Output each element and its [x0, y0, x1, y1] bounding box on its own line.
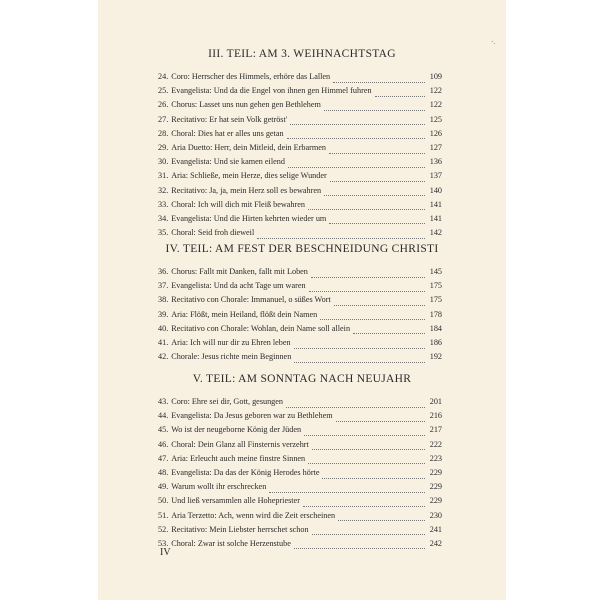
- entry-page-number: 216: [429, 411, 442, 421]
- toc-entry: [158, 127, 442, 141]
- entry-page-number: 201: [429, 397, 442, 406]
- entry-title: Recitativo: Ja, ja, mein Herz soll es bewahren: [171, 185, 322, 195]
- dot-leader: [312, 441, 425, 450]
- entry-page-number: 184: [429, 323, 442, 333]
- entry-number: 49.: [158, 482, 169, 492]
- toc-entry: [158, 212, 442, 226]
- entry-title: Evangelista: Da Jesus geboren war zu Bethlehem: [171, 411, 333, 421]
- entry-list: [158, 265, 442, 364]
- entry-title: Evangelista: Da das der König Herodes hörte: [171, 467, 320, 477]
- entry-number: 51.: [158, 510, 169, 520]
- toc-entry: [158, 265, 442, 279]
- toc-entry: [158, 279, 442, 293]
- toc-entry: [158, 155, 442, 169]
- toc-entry: [158, 523, 442, 537]
- entry-page-number: 122: [429, 86, 442, 96]
- entry-number: 38.: [158, 295, 169, 305]
- entry-list: [158, 395, 442, 551]
- entry-title: Und ließ versammlen alle Hohepriester: [171, 496, 300, 506]
- section-title: V. TEIL: AM SONNTAG NACH NEUJAHR: [192, 373, 412, 385]
- entry-number: 40.: [158, 323, 169, 333]
- entry-number: 28.: [158, 128, 169, 138]
- entry-page-number: 229: [429, 496, 442, 506]
- entry-page-number: 223: [429, 453, 442, 463]
- entry-page-number: 230: [429, 510, 442, 520]
- entry-page-number: 136: [429, 157, 442, 167]
- entry-list: [158, 70, 442, 240]
- entry-page-number: 241: [429, 524, 442, 534]
- entry-title: Choral: Dein Glanz all Finsternis verzehrt: [171, 439, 309, 449]
- entry-title: Evangelista: Und die Hirten kehrten wieder um: [171, 213, 327, 223]
- entry-title: Aria: Flößt, mein Heiland, flößt dein Namen: [171, 309, 318, 319]
- section-title: III. TEIL: AM 3. WEIHNACHTSTAG: [208, 48, 396, 60]
- toc-entry: [158, 84, 442, 98]
- entry-number: 46.: [158, 439, 169, 449]
- entry-page-number: 217: [429, 425, 442, 435]
- entry-title: Choral: Ich will dich mit Fleiß bewahren: [171, 199, 305, 209]
- entry-title: Evangelista: Und da acht Tage um waren: [171, 281, 306, 291]
- dot-leader: [324, 187, 425, 196]
- entry-title: Chorus: Lasset uns nun gehen gen Bethlehem: [171, 100, 321, 110]
- entry-number: 32.: [158, 185, 169, 195]
- toc-entry: [158, 438, 442, 452]
- dot-leader: [294, 340, 425, 349]
- book-page: [98, 0, 506, 600]
- entry-page-number: 242: [429, 538, 442, 548]
- entry-page-number: 222: [429, 439, 442, 449]
- entry-number: 24.: [158, 72, 169, 81]
- entry-title: Evangelista: Und sie kamen eilend: [171, 157, 285, 167]
- entry-page-number: 178: [429, 309, 442, 319]
- entry-page-number: 141: [429, 199, 442, 209]
- entry-page-number: 140: [429, 185, 442, 195]
- entry-title: Choral: Seid froh dieweil: [171, 228, 255, 238]
- entry-number: 29.: [158, 142, 169, 152]
- entry-title: Choral: Zwar ist solche Herzenstube: [171, 538, 291, 548]
- entry-page-number: 229: [429, 467, 442, 477]
- toc-entry: [158, 336, 442, 350]
- dot-leader: [309, 283, 425, 292]
- entry-number: 36.: [158, 267, 169, 276]
- dot-leader: [308, 455, 425, 464]
- entry-title: Aria Duetto: Herr, dein Mitleid, dein Erbarmen: [171, 142, 326, 152]
- dot-leader: [312, 526, 425, 535]
- entry-title: Choral: Dies hat er alles uns getan: [171, 128, 284, 138]
- entry-number: 39.: [158, 309, 169, 319]
- dot-leader: [287, 130, 425, 139]
- entry-number: 35.: [158, 228, 169, 238]
- dot-leader: [322, 470, 425, 479]
- entry-title: Chorale: Jesus richte mein Beginnen: [171, 352, 292, 362]
- dot-leader: [324, 102, 425, 111]
- entry-number: 47.: [158, 453, 169, 463]
- entry-page-number: 175: [429, 295, 442, 305]
- toc-entry: [158, 395, 442, 409]
- toc-entry: [158, 480, 442, 494]
- entry-number: 43.: [158, 397, 169, 406]
- dot-leader: [294, 354, 425, 363]
- dot-leader: [329, 145, 425, 154]
- dot-leader: [294, 540, 425, 549]
- entry-number: 33.: [158, 199, 169, 209]
- toc-entry: [158, 293, 442, 307]
- entry-page-number: 142: [429, 228, 442, 238]
- toc-entry: [158, 423, 442, 437]
- toc-entry: [158, 70, 442, 84]
- entry-page-number: 125: [429, 114, 442, 124]
- entry-title: Recitativo con Chorale: Wohlan, dein Name soll allein: [171, 323, 351, 333]
- toc-entry: [158, 452, 442, 466]
- entry-title: Chorus: Fallt mit Danken, fallt mit Loben: [171, 267, 308, 276]
- entry-page-number: 192: [429, 352, 442, 362]
- dot-leader: [375, 88, 425, 97]
- toc-entry: [158, 409, 442, 423]
- entry-number: 41.: [158, 337, 169, 347]
- entry-title: Recitativo: Mein Liebster herrschet schon: [171, 524, 309, 534]
- dot-leader: [330, 173, 425, 182]
- dot-leader: [336, 413, 425, 422]
- dot-leader: [286, 399, 425, 408]
- toc-entry: [158, 184, 442, 198]
- entry-page-number: 186: [429, 337, 442, 347]
- toc-entry: [158, 350, 442, 364]
- toc-entry: [158, 322, 442, 336]
- dot-leader: [308, 201, 425, 210]
- dot-leader: [303, 498, 425, 507]
- dot-leader: [338, 512, 425, 521]
- entry-title: Aria: Ich will nur dir zu Ehren leben: [171, 337, 291, 347]
- entry-number: 37.: [158, 281, 169, 291]
- dot-leader: [333, 74, 425, 83]
- toc-entry: [158, 98, 442, 112]
- toc-entry: [158, 113, 442, 127]
- entry-title: Recitativo: Er hat sein Volk getröst': [171, 114, 288, 124]
- dot-leader: [257, 230, 425, 239]
- entry-title: Aria Terzetto: Ach, wenn wird die Zeit erscheinen: [171, 510, 336, 520]
- entry-number: 26.: [158, 100, 169, 110]
- toc-entry: [158, 141, 442, 155]
- toc-entry: [158, 466, 442, 480]
- paper-specks: ·.: [491, 38, 496, 46]
- entry-number: 45.: [158, 425, 169, 435]
- dot-leader: [320, 311, 425, 320]
- entry-title: Aria: Schließe, mein Herze, dies selige Wunder: [171, 171, 327, 181]
- entry-page-number: 145: [429, 267, 442, 276]
- entry-page-number: 175: [429, 281, 442, 291]
- toc-entry: [158, 308, 442, 322]
- entry-title: Aria: Erleucht auch meine finstre Sinnen: [171, 453, 306, 463]
- entry-number: 53.: [158, 538, 169, 548]
- toc-entry: [158, 198, 442, 212]
- entry-title: Warum wollt ihr erschrecken: [171, 482, 267, 492]
- entry-title: Coro: Ehre sei dir, Gott, gesungen: [171, 397, 284, 406]
- dot-leader: [329, 215, 425, 224]
- section-title: IV. TEIL: AM FEST DER BESCHNEIDUNG CHRISTI: [165, 243, 439, 255]
- toc-entry: [158, 226, 442, 240]
- entry-number: 27.: [158, 114, 169, 124]
- dot-leader: [304, 427, 425, 436]
- entry-page-number: 126: [429, 128, 442, 138]
- entry-title: Recitativo con Chorale: Immanuel, o süßes Wort: [171, 295, 331, 305]
- entry-number: 52.: [158, 524, 169, 534]
- dot-leader: [311, 269, 425, 278]
- entry-page-number: 137: [429, 171, 442, 181]
- entry-title: Evangelista: Und da die Engel von ihnen gen Himmel fuhren: [171, 86, 372, 96]
- entry-number: 30.: [158, 157, 169, 167]
- entry-page-number: 122: [429, 100, 442, 110]
- entry-number: 44.: [158, 411, 169, 421]
- entry-page-number: 229: [429, 482, 442, 492]
- dot-leader: [288, 159, 425, 168]
- entry-title: Coro: Herrscher des Himmels, erhöre das Lallen: [171, 72, 331, 81]
- entry-number: 50.: [158, 496, 169, 506]
- dot-leader: [290, 116, 425, 125]
- dot-leader: [334, 297, 425, 306]
- toc-entry: [158, 494, 442, 508]
- entry-number: 31.: [158, 171, 169, 181]
- entry-number: 42.: [158, 352, 169, 362]
- entry-number: 48.: [158, 467, 169, 477]
- entry-page-number: 141: [429, 213, 442, 223]
- dot-leader: [353, 325, 425, 334]
- entry-number: 25.: [158, 86, 169, 96]
- entry-title: Wo ist der neugeborne König der Jüden: [171, 425, 302, 435]
- entry-page-number: 127: [429, 142, 442, 152]
- toc-entry: [158, 169, 442, 183]
- dot-leader: [269, 484, 425, 493]
- toc-entry: [158, 537, 442, 551]
- toc-entry: [158, 509, 442, 523]
- entry-page-number: 109: [429, 72, 442, 81]
- page-folio: IV: [160, 547, 171, 558]
- entry-number: 34.: [158, 213, 169, 223]
